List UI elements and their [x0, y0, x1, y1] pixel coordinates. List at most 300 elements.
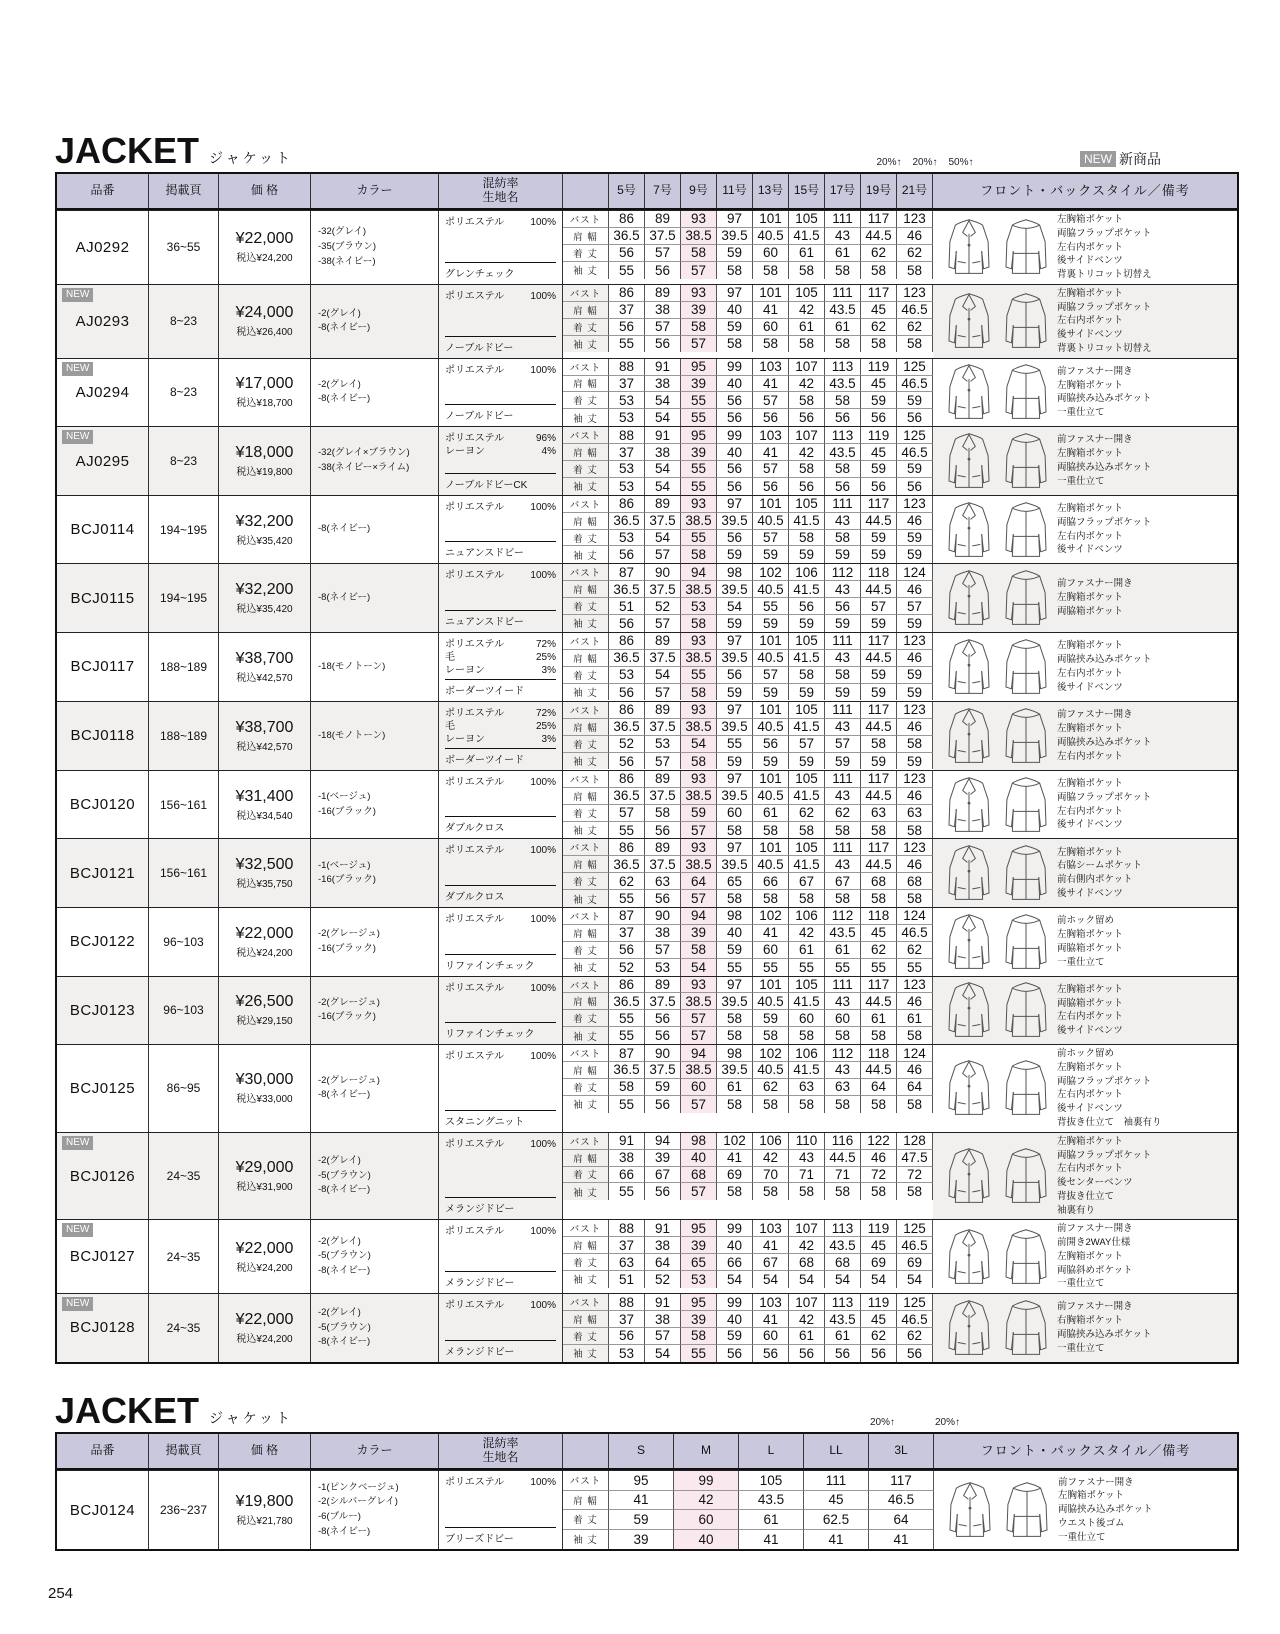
price: ¥31,400: [235, 787, 294, 805]
measure-value: 58: [753, 1183, 789, 1200]
material-row: [445, 844, 556, 857]
measure-value: 93: [681, 633, 717, 650]
measure-value: 59: [789, 615, 825, 632]
measure-value: 36.5: [609, 993, 645, 1010]
note-line: 左右内ポケット: [1057, 530, 1124, 542]
measure-value: 55: [825, 959, 861, 976]
product-code: BCJ0120: [69, 796, 136, 814]
measure-value: 64: [681, 873, 717, 890]
materials: [445, 844, 556, 857]
table-row: [57, 632, 1237, 701]
price-with-tax: 税込¥34,540: [236, 810, 293, 822]
measure-value: 59: [753, 615, 789, 632]
measure-value: 63: [609, 1254, 645, 1271]
measure-value: 41: [869, 1530, 934, 1550]
measure-value: 58: [753, 1027, 789, 1044]
measure-value: 41: [804, 1530, 869, 1550]
color-option: -6(ブルー): [318, 1511, 361, 1522]
measure-value: 40: [674, 1530, 739, 1550]
note-line: 左胸箱ポケット: [1057, 448, 1124, 460]
measure-value: 54: [753, 1271, 789, 1288]
measure-value: 65: [681, 1254, 717, 1271]
measure-value: 61: [825, 942, 861, 959]
product-code-cell: [57, 977, 149, 1045]
new-badge: NEW: [62, 1223, 93, 1237]
measure-value: 97: [717, 977, 753, 994]
measure-value: 101: [753, 211, 789, 228]
product-code-cell: [57, 1220, 149, 1293]
measure-value: 61: [825, 1328, 861, 1345]
measure-value: 67: [645, 1167, 681, 1184]
measure-label: 着 丈: [563, 1328, 609, 1345]
measure-value: 37: [609, 925, 645, 942]
page-number: 254: [48, 1585, 74, 1602]
header-blend-fabric: [439, 1434, 563, 1468]
measure-value: 107: [789, 1220, 825, 1237]
measure-value: 60: [753, 942, 789, 959]
notes: [1057, 983, 1123, 1038]
measure-value: 98: [681, 1133, 717, 1150]
measure-value: 59: [717, 1328, 753, 1345]
header-price: 価 格: [219, 1434, 311, 1468]
measure-value: 55: [681, 1345, 717, 1362]
measure-value: 53: [609, 530, 645, 547]
measure-value: 117: [861, 702, 897, 719]
measure-label: 着 丈: [563, 1079, 609, 1096]
note-line: 後センターベンツ: [1057, 1177, 1133, 1189]
measure-value: 67: [753, 1254, 789, 1271]
pages-cell: 24~35: [149, 1220, 219, 1293]
product-code-cell: [57, 564, 149, 632]
measure-value: 45: [861, 925, 897, 942]
measure-value: 46.5: [897, 1311, 933, 1328]
price-cell: [219, 977, 311, 1045]
measure-value: 46: [897, 788, 933, 805]
measure-value: 59: [717, 245, 753, 262]
jacket-back-illustration: [1000, 362, 1052, 422]
measure-value: 99: [717, 427, 753, 444]
measure-value: 58: [681, 546, 717, 563]
color-options-cell: [311, 702, 439, 770]
note-line: 背裏トリコット切替え: [1057, 342, 1152, 354]
color-options-cell: [311, 359, 439, 427]
measure-value: 57: [681, 822, 717, 839]
color-option: -8(ネイビー): [318, 523, 371, 535]
measure-value: 93: [681, 771, 717, 788]
measure-value: 37: [609, 1237, 645, 1254]
measure-value: 122: [861, 1133, 897, 1150]
measure-value: 40.5: [753, 788, 789, 805]
measure-value: 56: [825, 598, 861, 615]
measure-value: 59: [717, 942, 753, 959]
material-row: [445, 1138, 556, 1151]
product-code: BCJ0117: [70, 658, 135, 676]
measure-label: 着 丈: [563, 942, 609, 959]
measure-value: 56: [717, 530, 753, 547]
jacket-front-illustration: [943, 431, 995, 491]
measure-value: 36.5: [609, 719, 645, 736]
pages-cell: 156~161: [149, 839, 219, 907]
color-option: -2(グレージュ): [318, 928, 380, 940]
measure-value: 53: [609, 1345, 645, 1362]
measure-value: 88: [609, 1294, 645, 1311]
measure-value: 38.5: [681, 856, 717, 873]
note-line: 左胸箱ポケット: [1057, 214, 1124, 225]
measure-value: 56: [753, 1345, 789, 1362]
measure-value: 58: [789, 890, 825, 907]
color-options-cell: [311, 427, 439, 495]
price-cell: [219, 285, 311, 358]
measure-value: 58: [753, 1096, 789, 1113]
measure-value: 125: [897, 427, 933, 444]
measure-value: 111: [825, 702, 861, 719]
measure-value: 57: [645, 942, 681, 959]
measure-value: 40.5: [753, 513, 789, 530]
note-line: 前ファスナー開き: [1057, 578, 1133, 590]
material-row: [445, 290, 556, 303]
measure-value: 117: [861, 977, 897, 994]
color-options-cell: [311, 633, 439, 701]
price: ¥26,500: [235, 993, 294, 1011]
measurement-grid: [563, 359, 933, 427]
blend-fabric-cell: [439, 633, 563, 701]
measure-value: 39.5: [717, 581, 753, 598]
measure-label: 着 丈: [563, 319, 609, 336]
measure-label: バスト: [563, 1220, 609, 1237]
fabric-name: スタニングニット: [445, 1110, 556, 1130]
measure-value: 57: [681, 890, 717, 907]
measure-value: 54: [645, 478, 681, 495]
measure-value: 38: [645, 925, 681, 942]
jacket-front-illustration: [943, 1146, 995, 1206]
measure-value: 45: [861, 302, 897, 319]
measure-value: 117: [861, 839, 897, 856]
measure-value: 56: [645, 336, 681, 353]
measure-value: 101: [753, 285, 789, 302]
measure-value: 40.5: [753, 228, 789, 245]
price-cell: [219, 359, 311, 427]
measure-value: 39.5: [717, 719, 753, 736]
measure-value: 56: [717, 478, 753, 495]
header-fabric-line: 生地名: [482, 190, 519, 204]
measure-value: 58: [789, 1027, 825, 1044]
jacket-front-illustration: [943, 1227, 995, 1287]
price-with-tax: 税込¥24,200: [236, 1262, 293, 1274]
notes: [1057, 1135, 1151, 1218]
note-line: 左右内ポケット: [1057, 750, 1124, 762]
note-line: 後サイドベンツ: [1057, 329, 1123, 341]
measure-value: 59: [825, 753, 861, 770]
note-line: 左右内ポケット: [1057, 1011, 1124, 1023]
measure-value: 59: [789, 684, 825, 701]
product-code-cell: [57, 427, 149, 495]
measure-value: 43: [825, 650, 861, 667]
price: ¥22,000: [235, 1310, 294, 1328]
note-line: 前ファスナー開き: [1057, 365, 1133, 377]
measure-value: 61: [789, 245, 825, 262]
color-options-cell: [311, 211, 439, 284]
measure-value: 98: [717, 564, 753, 581]
fabric-name: メランジドビー: [445, 1197, 556, 1217]
measure-value: 42: [789, 1311, 825, 1328]
measure-value: 56: [825, 1345, 861, 1362]
measure-value: 54: [645, 667, 681, 684]
measure-value: 59: [897, 530, 933, 547]
measure-value: 102: [753, 564, 789, 581]
measure-value: 46.5: [897, 1237, 933, 1254]
measure-value: 59: [897, 684, 933, 701]
measure-label: 袖 丈: [563, 753, 609, 770]
note-line: 前ファスナー開き: [1057, 1301, 1133, 1313]
table-row: [57, 210, 1237, 284]
measure-value: 39.5: [717, 228, 753, 245]
measure-label: 肩 幅: [563, 993, 609, 1010]
blend-fabric-cell: [439, 285, 563, 358]
jacket-back-illustration: [1000, 775, 1052, 835]
color-option: -5(ブラウン): [318, 1321, 371, 1333]
measure-value: 64: [861, 1079, 897, 1096]
measure-value: 66: [609, 1167, 645, 1184]
blend-fabric-cell: [439, 1471, 563, 1549]
measure-value: 61: [789, 319, 825, 336]
measure-value: 57: [681, 262, 717, 279]
measure-value: 37.5: [645, 513, 681, 530]
measure-value: 41: [753, 925, 789, 942]
product-code: BCJ0127: [69, 1248, 136, 1266]
measure-value: 43: [825, 513, 861, 530]
material-name: ポリエステル: [445, 1300, 505, 1312]
price-cell: [219, 564, 311, 632]
note-line: 後サイドベンツ: [1057, 819, 1123, 831]
note-line: 両脇挟み込みポケット: [1057, 462, 1152, 473]
measure-value: 54: [717, 598, 753, 615]
table-row: [57, 284, 1237, 358]
measure-value: 59: [897, 392, 933, 409]
material-name: ポリエステル: [445, 1138, 505, 1150]
material-row: [445, 432, 556, 445]
measure-value: 101: [753, 771, 789, 788]
measure-value: 41: [753, 376, 789, 393]
measure-value: 46: [861, 1150, 897, 1167]
product-code-cell: [57, 285, 149, 358]
pages-cell: 24~35: [149, 1133, 219, 1220]
measure-value: 39.5: [717, 650, 753, 667]
material-name: ポリエステル: [445, 1051, 505, 1063]
measure-label: 着 丈: [563, 461, 609, 478]
jacket-back-illustration: [1000, 1298, 1052, 1358]
color-options-cell: [311, 285, 439, 358]
note-line: 左胸箱ポケット: [1057, 592, 1124, 604]
fabric-name: ボーダーツイード: [445, 748, 556, 768]
material-name: ポリエステル: [445, 433, 505, 445]
measure-value: 44.5: [825, 1150, 861, 1167]
measure-label: 肩 幅: [563, 719, 609, 736]
pages-cell: 8~23: [149, 359, 219, 427]
measure-value: 45: [861, 1311, 897, 1328]
notes: [1057, 777, 1151, 832]
blend-fabric-cell: [439, 359, 563, 427]
measure-value: 105: [789, 839, 825, 856]
note-line: 左胸箱ポケット: [1057, 1061, 1124, 1073]
measure-value: 123: [897, 496, 933, 513]
measure-value: 56: [861, 1345, 897, 1362]
price-cell: [219, 496, 311, 564]
measure-value: 58: [825, 1096, 861, 1113]
material-name: ポリエステル: [445, 707, 505, 719]
materials: [445, 364, 556, 377]
header-pages: 掲載頁: [149, 174, 219, 208]
measure-value: 66: [717, 1254, 753, 1271]
material-row: [445, 364, 556, 377]
measure-value: 89: [645, 496, 681, 513]
material-row: [445, 733, 556, 746]
price: ¥18,000: [235, 444, 294, 461]
measure-value: 39: [681, 925, 717, 942]
measure-value: 118: [861, 564, 897, 581]
measure-value: 101: [753, 633, 789, 650]
material-row: [445, 913, 556, 926]
color-option: -5(ブラウン): [318, 1169, 371, 1181]
color-option: -2(グレイ): [318, 1306, 361, 1318]
price: ¥17,000: [235, 375, 294, 393]
measure-value: 56: [609, 245, 645, 262]
material-row: [445, 776, 556, 789]
measure-value: 55: [681, 461, 717, 478]
measure-value: 110: [789, 1133, 825, 1150]
style-notes-cell: [933, 977, 1237, 1045]
measure-value: 62: [861, 319, 897, 336]
material-row: [445, 720, 556, 733]
measure-value: 58: [897, 262, 933, 279]
measure-value: 37.5: [645, 856, 681, 873]
measure-value: 58: [789, 530, 825, 547]
material-percent: 96%: [535, 433, 556, 445]
measure-label: 肩 幅: [563, 1062, 609, 1079]
note-line: 後サイドベンツ: [1057, 1025, 1123, 1037]
measure-value: 59: [717, 615, 753, 632]
header-fabric-line: 生地名: [482, 1450, 519, 1464]
material-name: ポリエステル: [445, 217, 505, 228]
price-with-tax: 税込¥19,800: [236, 467, 293, 478]
measure-value: 41.5: [789, 650, 825, 667]
measure-value: 119: [861, 427, 897, 444]
note-line: 袖裏有り: [1057, 1204, 1096, 1216]
note-line: 前ホック留め: [1057, 915, 1115, 927]
measure-value: 62: [897, 942, 933, 959]
table-row: [57, 976, 1237, 1045]
measure-value: 41: [739, 1530, 804, 1550]
note-line: 両脇フラップポケット: [1057, 301, 1152, 313]
price-cell: [219, 1220, 311, 1293]
measurement-grid: [563, 633, 933, 701]
measure-value: 111: [825, 977, 861, 994]
measure-value: 39: [681, 1237, 717, 1254]
measure-value: 58: [609, 1079, 645, 1096]
measure-value: 38.5: [681, 993, 717, 1010]
measure-value: 58: [681, 753, 717, 770]
new-badge-label: 新商品: [1119, 151, 1161, 167]
note-line: 両脇挟み込みポケット: [1057, 1328, 1152, 1340]
measure-value: 112: [825, 1045, 861, 1062]
measure-label: 着 丈: [563, 1254, 609, 1271]
measure-value: 117: [861, 496, 897, 513]
measure-value: 101: [753, 839, 789, 856]
measure-value: 56: [645, 1096, 681, 1113]
color-options-cell: [311, 1045, 439, 1132]
notes: [1057, 639, 1152, 694]
product-code-cell: [57, 359, 149, 427]
measure-value: 67: [825, 873, 861, 890]
materials: [445, 432, 556, 458]
measure-value: 58: [789, 262, 825, 279]
measure-value: 43.5: [825, 925, 861, 942]
measure-value: 41.5: [789, 1062, 825, 1079]
measure-value: 89: [645, 633, 681, 650]
material-percent: 100%: [530, 217, 556, 228]
section-title-2: JACKET: [55, 1390, 200, 1431]
measure-label: バスト: [563, 839, 609, 856]
measure-value: 62: [861, 942, 897, 959]
measure-value: 53: [609, 461, 645, 478]
measure-value: 93: [681, 702, 717, 719]
product-code-cell: [57, 771, 149, 839]
measure-value: 116: [825, 1133, 861, 1150]
measure-value: 58: [717, 262, 753, 279]
header-product-code: 品番: [57, 1434, 149, 1468]
measurement-grid: [563, 1294, 933, 1362]
measure-value: 56: [897, 409, 933, 426]
note-line: 前ファスナー開き: [1057, 1223, 1133, 1235]
measure-value: 102: [717, 1133, 753, 1150]
measure-value: 87: [609, 564, 645, 581]
measure-value: 89: [645, 771, 681, 788]
jacket-back-illustration: [1000, 1058, 1052, 1118]
price: ¥32,200: [235, 512, 294, 530]
measure-value: 43: [825, 993, 861, 1010]
measure-value: 86: [609, 702, 645, 719]
measure-value: 57: [681, 1096, 717, 1113]
measure-label: 着 丈: [563, 598, 609, 615]
jacket-back-illustration: [1000, 637, 1052, 697]
measure-value: 103: [753, 1294, 789, 1311]
section-subtitle-2: ジャケット: [209, 1410, 294, 1426]
material-row: [445, 1476, 556, 1489]
measure-value: 63: [825, 1079, 861, 1096]
notes: [1057, 433, 1152, 488]
measure-value: 71: [789, 1167, 825, 1184]
measure-value: 43.5: [825, 376, 861, 393]
measure-value: 57: [645, 753, 681, 770]
price-cell: [219, 1133, 311, 1220]
measure-value: 54: [861, 1271, 897, 1288]
color-option: -16(ブラック): [318, 805, 376, 817]
size-column-header: 15号: [789, 174, 825, 208]
color-options-cell: [311, 839, 439, 907]
measure-value: 124: [897, 908, 933, 925]
pages-cell: 24~35: [149, 1294, 219, 1362]
blend-fabric-cell: [439, 496, 563, 564]
price-with-tax: 税込¥24,200: [236, 947, 293, 959]
product-code-cell: [57, 1294, 149, 1362]
material-name: ポリエステル: [445, 1226, 505, 1238]
measure-value: 55: [609, 262, 645, 279]
measure-value: 111: [804, 1471, 869, 1491]
measure-label: 袖 丈: [563, 1271, 609, 1288]
note-line: 両脇フラップポケット: [1057, 1075, 1152, 1087]
measure-label: 肩 幅: [563, 444, 609, 461]
measure-value: 91: [609, 1133, 645, 1150]
measure-value: 111: [825, 211, 861, 228]
